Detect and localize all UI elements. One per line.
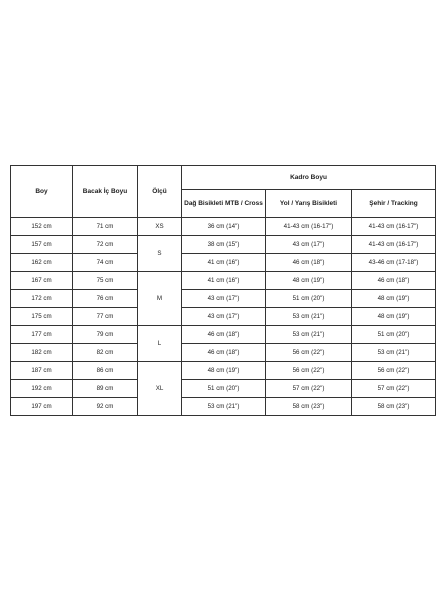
table-row — [11, 290, 436, 308]
table-row — [11, 254, 436, 272]
cell-olcu: S — [138, 236, 182, 272]
header-boy: Boy — [11, 166, 73, 218]
cell-boy: 182 cm — [11, 344, 73, 362]
cell-mtb: 46 cm (18") — [182, 344, 266, 362]
table-body — [11, 218, 436, 416]
cell-olcu: L — [138, 326, 182, 362]
header-yol: Yol / Yarış Bisikleti — [266, 190, 352, 218]
header-mtb: Dağ Bisikleti MTB / Cross — [182, 190, 266, 218]
cell-boy: 162 cm — [11, 254, 73, 272]
cell-yol: 56 cm (22") — [266, 362, 352, 380]
cell-yol: 46 cm (18") — [266, 254, 352, 272]
size-table — [10, 165, 436, 416]
cell-sehir: 58 cm (23") — [352, 398, 436, 416]
cell-mtb: 41 cm (16") — [182, 254, 266, 272]
cell-bacak: 89 cm — [73, 380, 138, 398]
cell-bacak: 76 cm — [73, 290, 138, 308]
header-olcu: Ölçü — [138, 166, 182, 218]
cell-boy: 187 cm — [11, 362, 73, 380]
cell-sehir: 56 cm (22") — [352, 362, 436, 380]
cell-bacak: 92 cm — [73, 398, 138, 416]
header-bacak-ic-boyu: Bacak İç Boyu — [73, 166, 138, 218]
cell-boy: 197 cm — [11, 398, 73, 416]
cell-mtb: 43 cm (17") — [182, 308, 266, 326]
cell-mtb: 46 cm (18") — [182, 326, 266, 344]
cell-boy: 192 cm — [11, 380, 73, 398]
cell-yol: 53 cm (21") — [266, 326, 352, 344]
cell-mtb: 38 cm (15") — [182, 236, 266, 254]
cell-yol: 48 cm (19") — [266, 272, 352, 290]
cell-yol: 51 cm (20") — [266, 290, 352, 308]
cell-boy: 167 cm — [11, 272, 73, 290]
table-row — [11, 380, 436, 398]
cell-sehir: 46 cm (18") — [352, 272, 436, 290]
cell-olcu: M — [138, 272, 182, 326]
table-row — [11, 272, 436, 290]
cell-mtb: 51 cm (20") — [182, 380, 266, 398]
table-row — [11, 398, 436, 416]
table-row — [11, 344, 436, 362]
cell-bacak: 77 cm — [73, 308, 138, 326]
cell-bacak: 72 cm — [73, 236, 138, 254]
cell-bacak: 74 cm — [73, 254, 138, 272]
cell-sehir: 48 cm (19") — [352, 308, 436, 326]
cell-yol: 56 cm (22") — [266, 344, 352, 362]
cell-olcu: XL — [138, 362, 182, 416]
cell-yol: 41-43 cm (16-17") — [266, 218, 352, 236]
cell-yol: 58 cm (23") — [266, 398, 352, 416]
cell-sehir: 53 cm (21") — [352, 344, 436, 362]
cell-bacak: 79 cm — [73, 326, 138, 344]
cell-mtb: 48 cm (19") — [182, 362, 266, 380]
cell-mtb: 36 cm (14") — [182, 218, 266, 236]
cell-sehir: 43-46 cm (17-18") — [352, 254, 436, 272]
cell-bacak: 82 cm — [73, 344, 138, 362]
cell-sehir: 48 cm (19") — [352, 290, 436, 308]
cell-sehir: 41-43 cm (16-17") — [352, 218, 436, 236]
cell-sehir: 51 cm (20") — [352, 326, 436, 344]
table-row — [11, 218, 436, 236]
table-row — [11, 326, 436, 344]
cell-bacak: 86 cm — [73, 362, 138, 380]
cell-sehir: 57 cm (22") — [352, 380, 436, 398]
table-row — [11, 308, 436, 326]
cell-olcu: XS — [138, 218, 182, 236]
size-chart — [10, 165, 435, 416]
header-sehir: Şehir / Tracking — [352, 190, 436, 218]
cell-yol: 57 cm (22") — [266, 380, 352, 398]
table-row — [11, 236, 436, 254]
cell-boy: 172 cm — [11, 290, 73, 308]
header-kadro-boyu: Kadro Boyu — [182, 166, 436, 190]
cell-yol: 53 cm (21") — [266, 308, 352, 326]
cell-boy: 157 cm — [11, 236, 73, 254]
table-row — [11, 362, 436, 380]
cell-yol: 43 cm (17") — [266, 236, 352, 254]
cell-bacak: 75 cm — [73, 272, 138, 290]
cell-boy: 175 cm — [11, 308, 73, 326]
cell-bacak: 71 cm — [73, 218, 138, 236]
cell-mtb: 43 cm (17") — [182, 290, 266, 308]
cell-sehir: 41-43 cm (16-17") — [352, 236, 436, 254]
cell-boy: 177 cm — [11, 326, 73, 344]
cell-mtb: 53 cm (21") — [182, 398, 266, 416]
cell-boy: 152 cm — [11, 218, 73, 236]
cell-mtb: 41 cm (16") — [182, 272, 266, 290]
